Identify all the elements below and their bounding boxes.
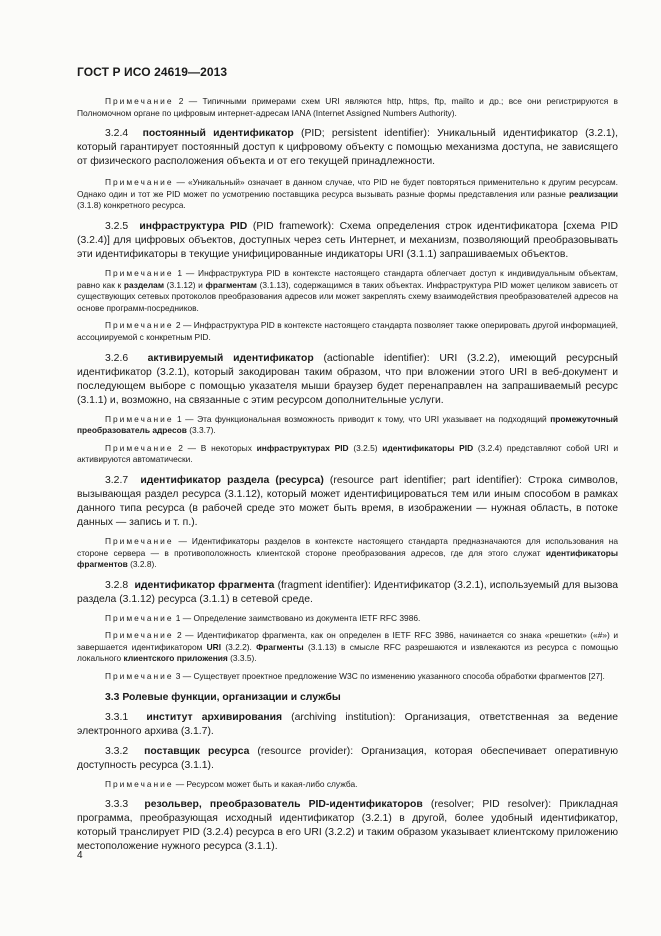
note-label: Примечание: [105, 96, 174, 106]
term-3-2-5: 3.2.5 инфраструктура PID (PID framework): Схема определения строк идентификатора [схема PID (3.2.4)] для цифровых объектов, доступных через сеть Интернет, и механизм, позволяющий преобразовывать эти идентификаторы в текущие унифицированные индикаторы URI (3.1.1) запрашиваемых объектов.: [77, 220, 618, 260]
note-3-2-4: Примечание — «Уникальный» означает в данном случае, что PID не будет повторяться применительно к другим ресурсам. Однако один и тот же PID может по усмотрению поставщика ресурса вызывать разные формы представления или разные реализации (3.1.8) конкретного ресурса.: [77, 177, 618, 211]
section-heading-3-3: 3.3 Ролевые функции, организации и службы: [105, 691, 341, 703]
note-3-2-7: Примечание — Идентификаторы разделов в контексте настоящего стандарта предназначаются для использования на стороне сервера — в противоположность клиентской стороне преобразования адресов, где для этого служат идентификаторы фрагментов (3.2.8).: [77, 535, 618, 570]
term-3-2-6: 3.2.6 активируемый идентификатор (actionable identifier): URI (3.2.2), имеющий ресурсный идентификатор (3.2.1), который закодирован таким образом, что при вложении этого URI в веб-документ и последующем выборе с помощью указателя мыши браузер будет перенаправлен на запрашиваемый ресурс (3.1.1) и, возможно, на связанные с этим ресурсом дополнительные услуги.: [77, 352, 618, 406]
document-body: [77, 96, 618, 854]
note-3-2-6-2: Примечание 2 — В некоторых инфраструктурах PID (3.2.5) идентификаторы PID (3.2.4) представляют собой URI и активируются автоматически.: [77, 442, 619, 465]
note-3-2-8-1: Примечание 1 — Определение заимствовано из документа IETF RFC 3986.: [105, 612, 421, 623]
term-3-2-4: 3.2.4 постоянный идентификатор (PID; persistent identifier): Уникальный идентификатор (3.2.1), который гарантирует постоянный доступ к цифровому объекту с помощью механизма доступа, не зависящего от физического расположения объекта и от его текущей принадлежности.: [77, 128, 619, 168]
note-3-3-2: Примечание — Ресурсом может быть и какая-либо служба.: [105, 778, 358, 789]
note-3-2-8-2: Примечание 2 — Идентификатор фрагмента, как он определен в IETF RFC 3986, начинается со знака «решетки» («#») и завершается идентификатором URI (3.2.2). Фрагменты (3.1.13) в смысле RFC разрешаются и извлекаются из ресурса с помощью локального клиентского приложения (3.3.5).: [77, 630, 618, 664]
note-3-2-6-1: Примечание 1 — Эта функциональная возможность приводит к тому, что URI указывает на подходящий промежуточный преобразователь адресов (3.3.7).: [77, 413, 618, 436]
note-3-2-5-1: Примечание 1 — Инфраструктура PID в контексте настоящего стандарта облегчает доступ к индивидуальным объектам, равно как к разделам (3.1.12) и фрагментам (3.1.13), содержащимся в таких объектах. Инфраструктура PID может целиком зависеть от существующих сетевых протоколов преобразования адресов или может закреплять схему взаимодействия преобразователей адресов на основе программ-посредников.: [77, 267, 618, 313]
term-3-3-3: 3.3.3 резольвер, преобразователь PID-идентификаторов (resolver; PID resolver): Прикладная программа, преобразующая исходный идентификатор (3.2.1) в другой, более удобный идентификатор, который транслирует PID (3.2.4) ресурса в его URI (3.2.2) и таким образом указывает клиентскому приложению местоположение нужного ресурса (3.1.1).: [77, 799, 618, 853]
document-header: ГОСТ Р ИСО 24619—2013: [77, 65, 228, 79]
note-3-2-8-3: Примечание 3 — Существует проектное предложение W3C по изменению указанного способа обработки фрагментов [27].: [105, 671, 605, 682]
note-3-2-5-2: Примечание 2 — Инфраструктура PID в контексте настоящего стандарта позволяет также оперировать другой информацией, ассоциируемой с конкретным PID.: [77, 320, 618, 342]
term-3-3-1: 3.3.1 институт архивирования (archiving institution): Организация, ответственная за ведение электронного архива (3.1.7).: [77, 711, 618, 737]
term-3-3-2: 3.3.2 поставщик ресурса (resource provider): Организация, которая обеспечивает оперативную доступность ресурса (3.1.1).: [77, 745, 619, 771]
term-3-2-7: 3.2.7 идентификатор раздела (ресурса) (resource part identifier; part identifier): Строка символов, вызывающая раздел ресурса (3.1.12), который может идентифицироваться тем или иным способом в рамках данного типа ресурса (в рабочей среде это может быть время, в изображении — нужная область, в потоке данных — запись и т. п.).: [77, 474, 618, 528]
page-number: 4: [77, 850, 83, 861]
term-3-2-8: 3.2.8 идентификатор фрагмента (fragment identifier): Идентификатор (3.2.1), используемый для вызова раздела (3.1.12) ресурса (3.1.1) в сетевой среде.: [77, 579, 619, 605]
note-uri-schemes: Примечание 2 — Типичными примерами схем URI являются http, https, ftp, mailto и др.; все они регистрируются в Полномочном органе по цифровым интернет-адресам IANA (Internet Assigned Numbers Authority).: [77, 96, 619, 118]
